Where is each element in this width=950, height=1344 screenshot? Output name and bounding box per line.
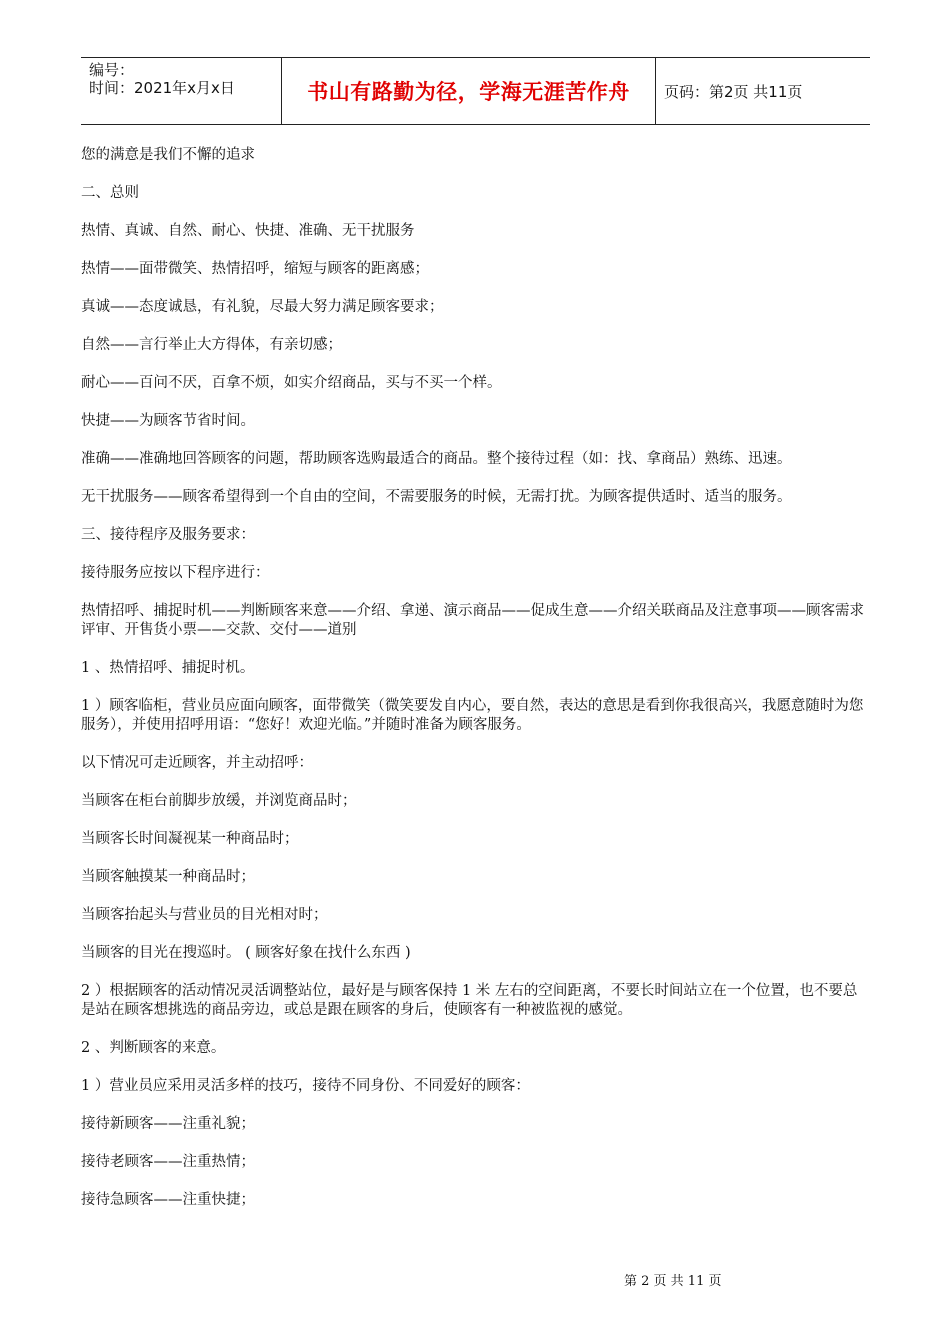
subsection-heading: 2 、判断顾客的来意。 [81, 1040, 226, 1056]
paragraph: 当顾客的目光在搜巡时。 ( 顾客好象在找什么东西 ) [81, 945, 411, 961]
paragraph: 准确——准确地回答顾客的问题，帮助顾客选购最适合的商品。整个接待过程（如：找、拿商品）熟练、迅速。 [81, 451, 792, 467]
document-body [81, 146, 870, 1229]
paragraph: 热情招呼、捕捉时机——判断顾客来意——介绍、拿递、演示商品——促成生意——介绍关联商品及注意事项——顾客需求评审、开售货小票——交款、交付——道别 [81, 603, 864, 638]
page-footer: 第 2 页 共 11 页 [624, 1274, 722, 1289]
paragraph: 2 ）根据顾客的活动情况灵活调整站位，最好是与顾客保持 1 米 左右的空间距离，不要长时间站立在一个位置，也不要总是站在顾客想挑选的商品旁边，或总是跟在顾客的身后，使顾客有一种被监视的感觉。 [81, 983, 858, 1018]
header-motto-cell [281, 58, 656, 124]
header-motto: 书山有路勤为径，学海无涯苦作舟 [307, 80, 630, 104]
document-header [81, 57, 870, 125]
header-page-number: 页码：第2页 共11页 [664, 82, 803, 101]
paragraph: 真诚——态度诚恳，有礼貌，尽最大努力满足顾客要求； [81, 299, 444, 315]
paragraph: 无干扰服务——顾客希望得到一个自由的空间，不需要服务的时候，无需打扰。为顾客提供适时、适当的服务。 [81, 489, 792, 505]
header-meta [81, 58, 281, 124]
paragraph: 您的满意是我们不懈的追求 [81, 147, 255, 163]
paragraph: 当顾客长时间凝视某一种商品时； [81, 831, 299, 847]
paragraph: 耐心——百问不厌，百拿不烦，如实介绍商品，买与不买一个样。 [81, 375, 502, 391]
paragraph: 1 ）顾客临柜，营业员应面向顾客，面带微笑（微笑要发自内心，要自然，表达的意思是看到你我很高兴，我愿意随时为您服务），并使用招呼用语：“您好！欢迎光临。”并随时准备为顾客服务。 [81, 698, 864, 733]
paragraph: 接待新顾客——注重礼貌； [81, 1116, 255, 1132]
document-number-label: 编号： [89, 61, 135, 79]
paragraph: 热情、真诚、自然、耐心、快捷、准确、无干扰服务 [81, 223, 415, 239]
subsection-heading: 1 、热情招呼、捕捉时机。 [81, 660, 255, 676]
paragraph: 当顾客触摸某一种商品时； [81, 869, 255, 885]
section-heading: 二、总则 [81, 185, 139, 201]
paragraph: 当顾客在柜台前脚步放缓，并浏览商品时； [81, 793, 357, 809]
header-page-cell [656, 58, 870, 124]
paragraph: 自然——言行举止大方得体，有亲切感； [81, 337, 342, 353]
document-time-label: 时间：2021年x月x日 [89, 79, 235, 97]
section-heading: 三、接待程序及服务要求： [81, 527, 255, 543]
paragraph: 热情——面带微笑、热情招呼，缩短与顾客的距离感； [81, 261, 429, 277]
paragraph: 1 ）营业员应采用灵活多样的技巧，接待不同身份、不同爱好的顾客： [81, 1078, 530, 1094]
paragraph: 快捷——为顾客节省时间。 [81, 413, 255, 429]
paragraph: 接待服务应按以下程序进行： [81, 565, 270, 581]
paragraph: 接待老顾客——注重热情； [81, 1154, 255, 1170]
paragraph: 以下情况可走近顾客，并主动招呼： [81, 755, 313, 771]
paragraph: 当顾客抬起头与营业员的目光相对时； [81, 907, 328, 923]
paragraph: 接待急顾客——注重快捷； [81, 1192, 255, 1208]
